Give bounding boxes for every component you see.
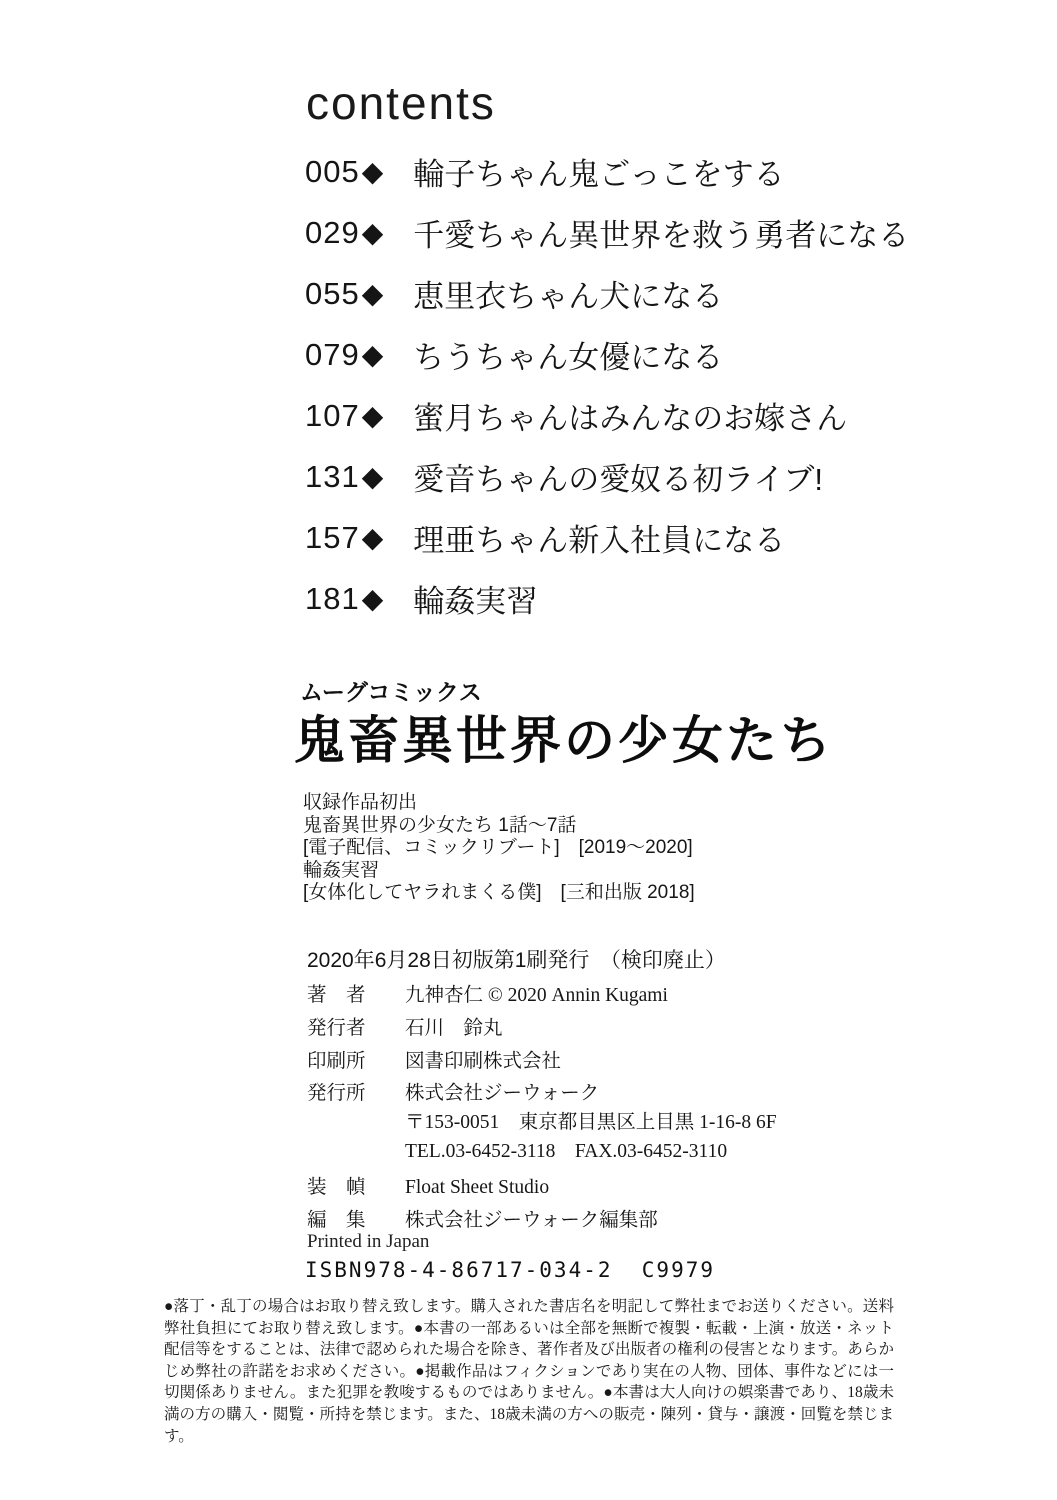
colophon-value-line: 図書印刷株式会社 [405, 1051, 562, 1072]
first-publication-line: [電子配信、コミックリブート] [2019～2020] [303, 837, 693, 858]
colophon-extra-line: 〒153-0051 東京都目黒区上目黒 1-16-8 6F [405, 1112, 777, 1133]
contents-heading: contents [306, 77, 496, 129]
diamond-icon: ◆ [361, 155, 384, 187]
toc-page-number: 157 [305, 519, 360, 555]
toc-page-number: 181 [305, 580, 360, 616]
diamond-icon: ◆ [361, 338, 384, 370]
first-publication-line: 輪姦実習 [303, 859, 380, 881]
colophon-value-line: 九神杏仁 © 2020 Annin Kugami [405, 985, 668, 1006]
diamond-icon: ◆ [361, 399, 384, 431]
isbn-code: ISBN978-4-86717-034-2 C9979 [305, 1258, 716, 1282]
diamond-icon: ◆ [361, 521, 384, 553]
diamond-icon: ◆ [361, 216, 384, 248]
colophon-row [307, 1045, 777, 1078]
toc-entry [305, 263, 909, 324]
toc-entry [305, 446, 909, 507]
first-publication-line: [女体化してヤラれまくる僕] [三和出版 2018] [303, 882, 695, 903]
colophon-value [405, 1204, 658, 1237]
colophon-label: 著 者 [307, 985, 366, 1006]
colophon-label: 装 幀 [307, 1177, 366, 1198]
colophon-value-line: 株式会社ジーウォーク編集部 [405, 1210, 658, 1231]
imprint-label: ムーグコミックス [300, 679, 482, 705]
colophon-value [405, 1045, 561, 1078]
toc-chapter-title: 愛音ちゃんの愛奴る初ライブ! [413, 462, 824, 497]
colophon-value [405, 1171, 549, 1204]
toc-chapter-title: ちうちゃん女優になる [413, 340, 724, 375]
toc-page-number: 079 [305, 336, 360, 372]
colophon-value [405, 1078, 777, 1166]
colophon-row [307, 1078, 777, 1166]
toc-chapter-title: 恵里衣ちゃん犬になる [413, 279, 724, 314]
colophon-value-line: 石川 鈴丸 [405, 1018, 503, 1039]
colophon-row [307, 1012, 777, 1045]
legal-disclaimer: ●落丁・乱丁の場合はお取り替え致します。購入された書店名を明記して弊社までお送りください。送料弊社負担にてお取り替え致します。●本書の一部あるいは全部を無断で複製・転載・上演・放送・ネット配信等をすることは、法律で認められた場合を除き、著作者及び出版者の権利の侵害となります。あらかじめ弊社の許諾をお求めください。●掲載作品はフィクションであり実在の人物、団体、事件などには一切関係ありません。また犯罪を教唆するものではありません。●本書は大人向けの娯楽書であり、18歳未満の方の購入・閲覧・所持を禁じます。また、18歳未満の方への販売・陳列・貸与・譲渡・回覧を禁じます。 [164, 1298, 894, 1445]
toc-chapter-title: 理亜ちゃん新入社員になる [413, 523, 786, 558]
toc-entry [305, 385, 909, 446]
printed-in-japan: Printed in Japan [307, 1231, 430, 1252]
first-publication-block [303, 792, 695, 905]
table-of-contents [305, 141, 909, 629]
toc-chapter-title: 輪子ちゃん鬼ごっこをする [413, 157, 785, 192]
toc-page-number: 131 [305, 458, 360, 494]
colophon-credits [307, 979, 777, 1237]
colophon-value [405, 979, 668, 1012]
colophon-value [405, 1012, 503, 1045]
toc-chapter-title: 輪姦実習 [413, 584, 538, 619]
toc-page-number: 055 [305, 275, 360, 311]
toc-entry [305, 324, 909, 385]
diamond-icon: ◆ [361, 582, 384, 614]
toc-chapter-title: 千愛ちゃん異世界を救う勇者になる [413, 218, 910, 253]
colophon-row [307, 979, 777, 1012]
toc-entry [305, 202, 909, 263]
colophon-extra-line: TEL.03-6452-3118 FAX.03-6452-3110 [405, 1140, 728, 1162]
first-publication-line: 鬼畜異世界の少女たち 1話～7話 [303, 814, 577, 836]
toc-page-number: 107 [305, 397, 360, 433]
colophon-label: 印刷所 [307, 1051, 366, 1072]
colophon-extra-lines [405, 1109, 777, 1166]
colophon-label: 編 集 [307, 1210, 366, 1231]
toc-entry [305, 568, 909, 629]
colophon-label: 発行者 [307, 1018, 366, 1039]
book-title: 鬼畜異世界の少女たち [294, 712, 835, 769]
diamond-icon: ◆ [361, 277, 384, 309]
toc-page-number: 005 [305, 153, 360, 189]
first-publication-line: 収録作品初出 [303, 792, 418, 813]
colophon-row [307, 1171, 777, 1204]
toc-page-number: 029 [305, 214, 360, 250]
diamond-icon: ◆ [361, 460, 384, 492]
colophon-label: 発行所 [307, 1083, 366, 1104]
toc-entry [305, 141, 909, 202]
toc-entry [305, 507, 909, 568]
colophon-value-line: Float Sheet Studio [405, 1177, 550, 1198]
colophon-value-line: 株式会社ジーウォーク [405, 1083, 600, 1104]
edition-date-line: 2020年6月28日初版第1刷発行 （検印廃止） [307, 949, 726, 972]
toc-chapter-title: 蜜月ちゃんはみんなのお嫁さん [413, 401, 848, 436]
